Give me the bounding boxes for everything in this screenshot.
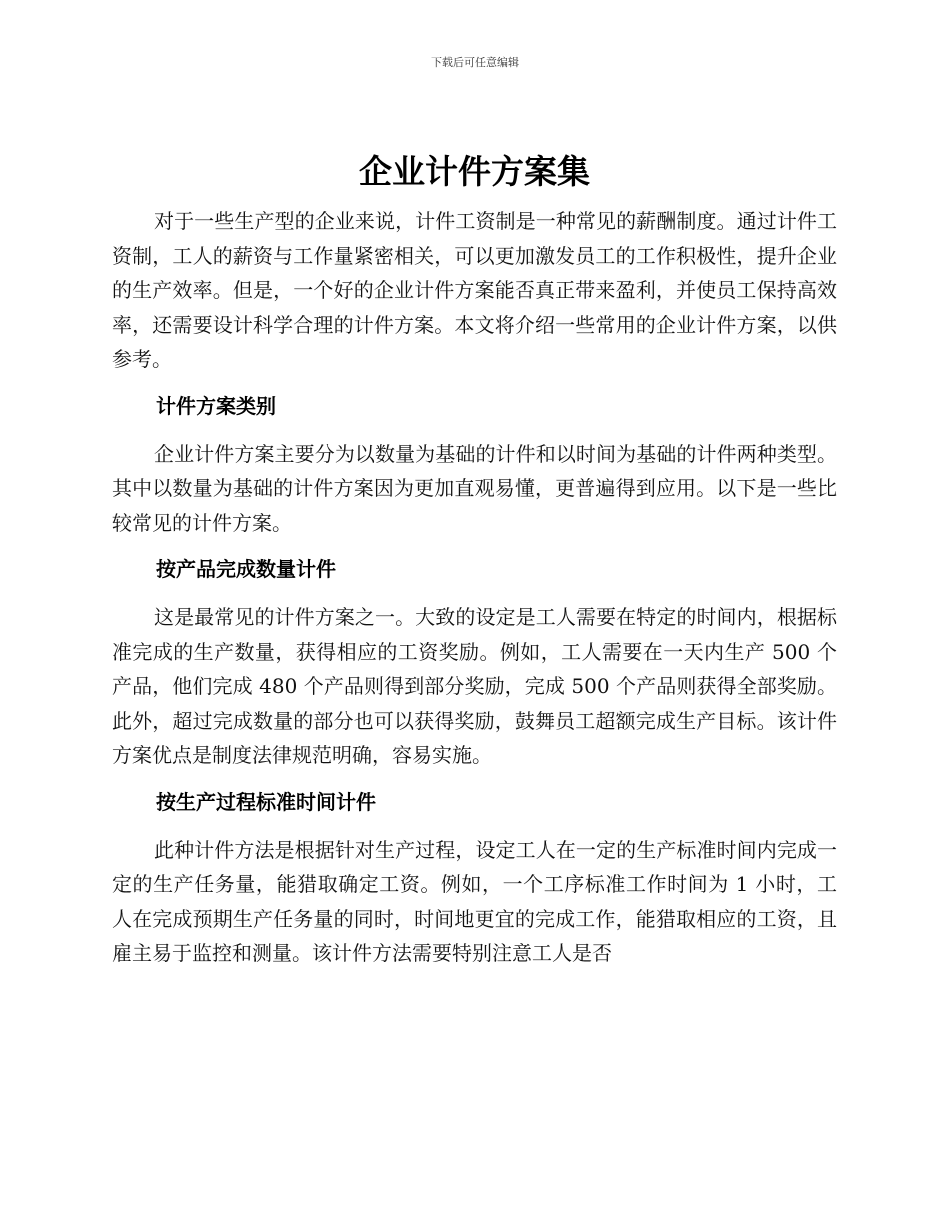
section-heading-by-standard-time: 按生产过程标准时间计件 <box>156 789 376 814</box>
document-content <box>112 148 837 971</box>
section-body-by-quantity: 这是最常见的计件方案之一。大致的设定是工人需要在特定的时间内，根据标准完成的生产数量，获得相应的工资奖励。例如，工人需要在一天内生产 500 个产品，他们完成 480 个产品则得到部分奖励，完成 500 个产品则获得全部奖励。此外，超过完成数量的部分也可以获得奖励，鼓舞员工超额完成生产目标。该计件方案优点是制度法律规范明确，容易实施。 <box>112 605 837 767</box>
document-title: 企业计件方案集 <box>359 152 590 191</box>
section-body-by-standard-time: 此种计件方法是根据针对生产过程，设定工人在一定的生产标准时间内完成一定的生产任务量，能猎取确定工资。例如，一个工序标准工作时间为 1 小时，工人在完成预期生产任务量的同时，时间地更宜的完成工作，能猎取相应的工资，且雇主易于监控和测量。该计件方法需要特别注意工人是否 <box>112 837 837 965</box>
intro-paragraph: 对于一些生产型的企业来说，计件工资制是一种常见的薪酬制度。通过计件工资制，工人的薪资与工作量紧密相关，可以更加激发员工的工作积极性，提升企业的生产效率。但是，一个好的企业计件方案能否真正带来盈利，并使员工保持高效率，还需要设计科学合理的计件方案。本文将介绍一些常用的企业计件方案，以供参考。 <box>112 209 837 371</box>
section-body-categories: 企业计件方案主要分为以数量为基础的计件和以时间为基础的计件两种类型。其中以数量为基础的计件方案因为更加直观易懂，更普遍得到应用。以下是一些比较常见的计件方案。 <box>112 441 837 535</box>
section-heading-by-quantity: 按产品完成数量计件 <box>156 557 336 581</box>
header-note: 下载后可任意编辑 <box>431 56 519 69</box>
section-heading-categories: 计件方案类别 <box>156 393 276 418</box>
